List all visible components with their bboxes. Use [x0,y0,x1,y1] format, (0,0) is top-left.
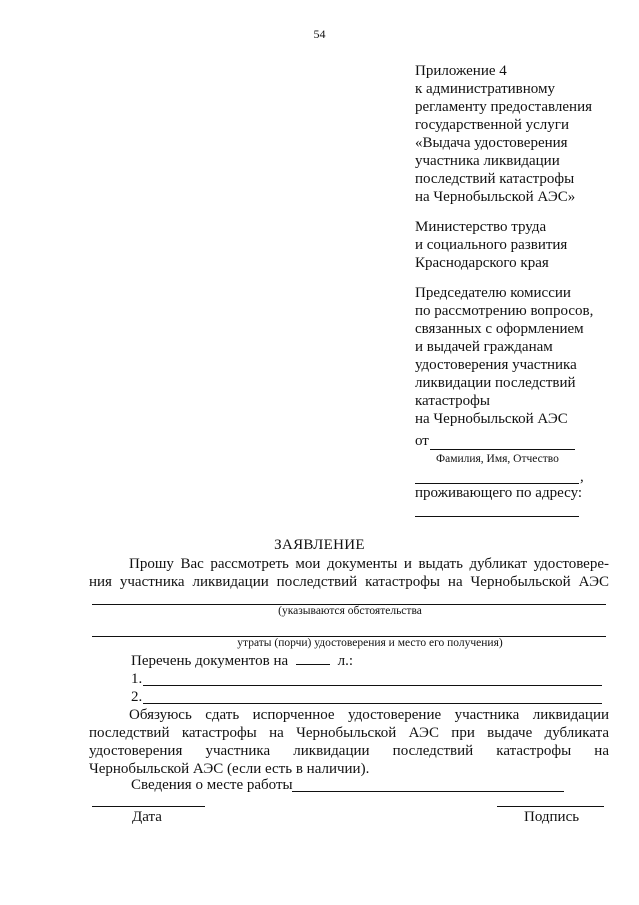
ministry-line: и социального развития [415,237,568,253]
document-item-1-number: 1. [131,671,143,687]
appendix-line: участника ликвидации [415,153,560,169]
appendix-block [415,62,635,206]
comma: , [580,469,584,485]
applicant-name-field[interactable] [430,449,575,450]
ministry-block [415,218,635,272]
appendix-line: на Чернобыльской АЭС» [415,189,576,205]
addressee-line: удостоверения участника [415,357,577,373]
addressee-block [415,284,635,428]
obligation-line-2: последствий катастрофы на Чернобыльской АЭС при выдаче дубликата [89,725,609,741]
request-line-1: Прошу Вас рассмотреть мои документы и выдать дубликат удостовере- [129,556,609,572]
signature-field[interactable] [497,806,604,807]
ministry-line: Краснодарского края [415,255,549,271]
addressee-line: и выдачей гражданам [415,339,553,355]
from-prefix: от [415,433,429,449]
addressee-line: по рассмотрению вопросов, [415,303,594,319]
appendix-line: последствий катастрофы [415,171,575,187]
signature-label: Подпись [524,809,580,825]
addressee-line: катастрофы [415,393,490,409]
document-item-1-field[interactable] [143,685,602,686]
addressee-line: Председателю комиссии [415,285,571,301]
addressee-line: на Чернобыльской АЭС [415,411,568,427]
obligation-line-3: удостоверения участника ликвидации последствий катастрофы на [89,743,609,759]
request-line-2: ния участника ликвидации последствий катастрофы на Чернобыльской АЭС [89,574,609,590]
header-block [415,62,635,428]
documents-label-suffix: л.: [337,653,354,669]
applicant-name-caption: Фамилия, Имя, Отчество [436,453,559,465]
date-field[interactable] [92,806,205,807]
appendix-line: «Выдача удостоверения [415,135,568,151]
workplace-field[interactable] [292,791,564,792]
documents-label-prefix: Перечень документов на [131,653,289,669]
documents-label [131,652,353,670]
page-number: 54 [313,27,326,41]
ministry-line: Министерство труда [415,219,547,235]
document-title: ЗАЯВЛЕНИЕ [274,537,365,553]
appendix-line: государственной услуги [415,117,569,133]
address-field[interactable] [415,516,579,517]
circumstances-caption-2: утраты (порчи) удостоверения и место его получения) [237,637,503,649]
document-item-2-field[interactable] [143,703,602,704]
addressee-line: связанных с оформлением [415,321,584,337]
pages-count-field[interactable] [296,664,330,665]
address-label: проживающего по адресу: [415,485,583,501]
appendix-line: к административному [415,81,555,97]
obligation-line-1: Обязуюсь сдать испорченное удостоверение участника ликвидации [129,707,609,723]
date-label: Дата [132,809,162,825]
document-item-2-number: 2. [131,689,143,705]
appendix-line: регламенту предоставления [415,99,593,115]
appendix-line: Приложение 4 [415,63,507,79]
workplace-label: Сведения о месте работы [131,777,293,793]
obligation-line-4: Чернобыльской АЭС (если есть в наличии). [89,761,370,777]
circumstances-caption-1: (указываются обстоятельства [278,605,422,617]
addressee-line: ликвидации последствий [415,375,576,391]
